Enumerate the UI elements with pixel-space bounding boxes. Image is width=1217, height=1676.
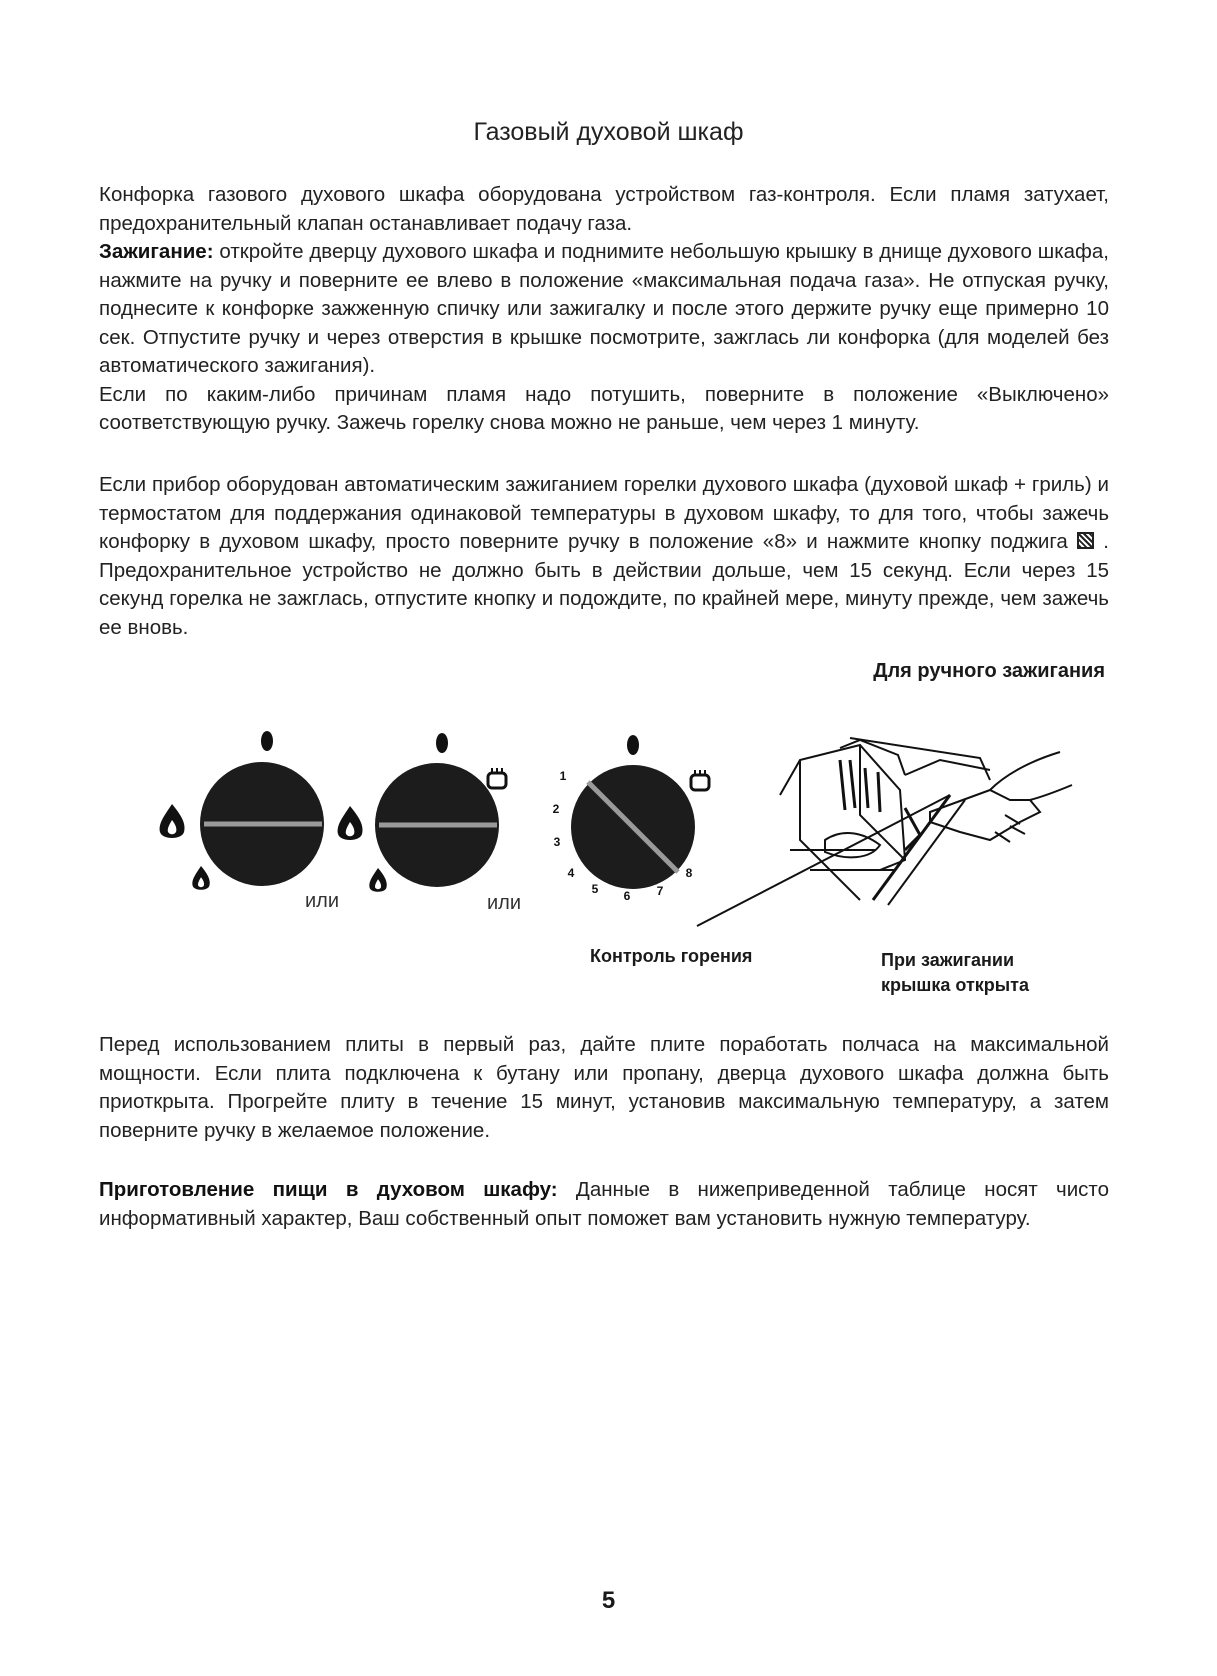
or-label-1: или: [305, 890, 340, 912]
cooking-label: Приготовление пищи в духовом шкафу:: [99, 1178, 558, 1201]
auto-ignition-text-a: Если прибор оборудован автоматическим зажиганием горелки духового шкафа (духовой шкаф + гриль) и термостатом для поддержания одинаковой температуры в духовом шкафу, то для того, чтобы зажечь конфорку в духовом шкафу, просто поверните ручку в положение «8» и нажмите кнопку поджига: [99, 473, 1109, 553]
knob-3-thermostat: [553, 735, 709, 903]
caption-lid-line-1: При зажигании: [881, 950, 1015, 970]
dial-number-6: 6: [623, 889, 631, 903]
caption-lid-line-2: крышка открыта: [881, 975, 1029, 995]
page-title: Газовый духовой шкаф: [473, 118, 744, 146]
knob-1: [160, 731, 324, 890]
page-number: 5: [601, 1587, 616, 1614]
auto-ignition-text-b: . Предохранительное устройство не должно быть в действии дольше, чем 15 секунд. Если через 15 секунд горелка не зажглась, отпустите кнопку и подождите, по крайней мере, минуту прежде, чем зажечь ее вновь.: [99, 530, 1109, 639]
flame-small-icon: [369, 868, 386, 892]
ignition-label: Зажигание:: [99, 240, 214, 263]
flame-large-icon: [160, 804, 185, 838]
flame-small-icon: [192, 866, 209, 890]
dial-number-4: 4: [567, 866, 575, 880]
dial-number-2: 2: [552, 802, 560, 816]
grill-icon: [488, 768, 506, 788]
dial-number-5: 5: [591, 882, 599, 896]
cooking-text: Данные в нижеприведенной таблице носят чисто информативный характер, Ваш собственный опыт поможет вам установить нужную температуру.: [99, 1178, 1109, 1230]
off-marker-icon: [436, 733, 448, 753]
first-use-paragraph: Перед использованием плиты в первый раз, дайте плите поработать полчаса на максимальной мощности. Если плита подключена к бутану или пропану, дверца духового шкафа должна быть приоткрыта. Прогрейте плиту в течение 15 минут, установив максимальную температуру, а затем поверните ручку в желаемое положение.: [99, 1033, 1109, 1142]
caption-burn-control: Контроль горения: [590, 946, 753, 966]
manual-ignition-heading: Для ручного зажигания: [873, 660, 1105, 682]
dial-number-1: 1: [559, 769, 567, 783]
knob-2: [338, 733, 506, 892]
flame-large-icon: [338, 806, 363, 840]
or-label-2: или: [487, 892, 522, 914]
ignition-text: откройте дверцу духового шкафа и поднимите небольшую крышку в днище духового шкафа, нажмите на ручку и поверните ее влево в положение «максимальная подача газа». Не отпуская ручку, поднесите к конфорке зажженную спичку или зажигалку и после этого держите ручку еще примерно 10 сек. Отпустите ручку и через отверстия в крышке посмотрите, зажглась ли конфорка (для моделей без автоматического зажигания).: [99, 240, 1109, 377]
caption-lid-open: [881, 948, 1029, 998]
gas-control-text: Конфорка газового духового шкафа оборудована устройством газ-контроля. Если пламя затухает, предохранительный клапан останавливает подачу газа.: [99, 183, 1109, 235]
dial-number-3: 3: [553, 835, 561, 849]
extinguish-text: Если по каким-либо причинам пламя надо потушить, поверните в положение «Выключено» соответствующую ручку. Зажечь горелку снова можно не раньше, чем через 1 минуту.: [99, 382, 1109, 434]
off-marker-icon: [627, 735, 639, 755]
off-marker-icon: [261, 731, 273, 751]
grill-icon: [691, 770, 709, 790]
oven-burner-illustration: [697, 738, 1072, 926]
cooking-paragraph: [99, 1176, 1109, 1233]
dial-number-8: 8: [685, 866, 693, 880]
dial-number-7: 7: [656, 884, 664, 898]
